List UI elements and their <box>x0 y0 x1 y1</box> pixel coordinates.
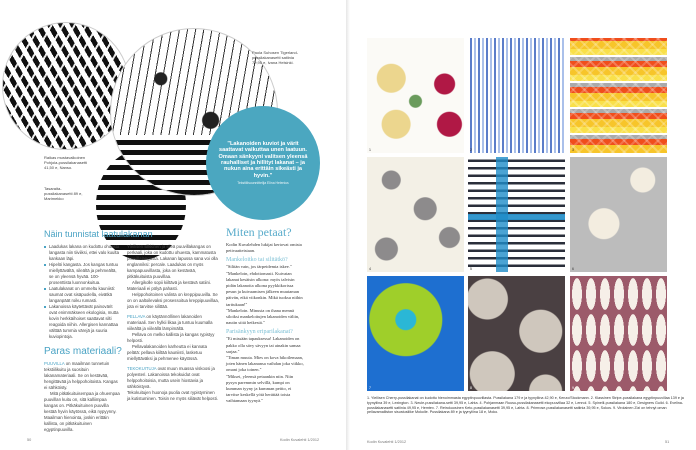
zigzag-fabric-image <box>2 22 130 150</box>
material-column-2: Yleilisen silkkinen ja sileä puuvillakangas on perkaali, joka on kudottu ohuesta, kammatusta puuvillalangasta. Lakanan lapussa sana voi olla englanniksi: percale. Laadukas on myös kampapuuvillasta, joka on kestävää, pitkäkuituista puuvillaa. Allergikolle sopii kiiltävä ja kestävä satiini. Materiaali ei pölyä pahasti. Helppohoitoinen valinta on kreppipuuvilla. Se on on aaltoilevaksi prosessoitua kreppipuuvillaa, jota ei tarvitse silittää. PELLAVA on käytännöllinen lakanoiden materiaali. Sen hylkii likaa ja tuntuu kuumalla viileältä ja viileällä lämpimältä. Pellava on melko kallista ja kangas rypistyy helposti. Pellavalakanoiden karheutta ei kannata pelätä: pellava kiiltää kauniisti, lasketuu miellyttäväksi ja pehmenee käytössä. TEKOKUITUJA ovat muun muassa viskoosi ja polyesteri. Lakanoissa tekokuidut ovat helppohoitoisia, mutta usein hiostavia ja sähköistyvä. Tekokuitujen huonoja puolia ovat rypistyminen ja kutistuminen. Toisin ne myös siliävät helposti. <box>127 244 219 401</box>
caption-tiger: Paola Suhosen Tigerland-pussilakanasetti satiinia 79,95 e, Ivana Helsinki. <box>252 50 299 66</box>
fabric-tile-2: 2 <box>468 38 565 153</box>
left-page <box>0 0 346 450</box>
fabric-tile-1: 1 <box>367 38 464 153</box>
caption-zigzag: Raikas mustavalkoinen Pohjola-pussilakanasetti 41,50 e, Nanso. <box>44 155 88 171</box>
quality-list <box>44 244 121 340</box>
magazine-name: Kodin Kuvalehti 1/2012 <box>280 438 320 442</box>
fabric-tile-5: 5 <box>468 157 565 272</box>
fabric-tile-6: 6 <box>570 157 667 272</box>
material-text: PUUVILLA on maailman tunnetuin tekstiilikuitu ja suosituin lakanamateriaali. Se on kestävää, hengittävää ja helppohoitoista. Kangas ei sähköisty. Mitä pitkäkuituisempaa ja ohuempaa puuvillan kuitu on, sitä kalliimpaa kangas on. Pitkäkuituinen puuvilla kestää hyvin käytössä, eikä nypyynny. Maailman hienointa, joskin erittäin kallista, on pitkäkuituinen egyptinpuuvilla. <box>44 361 120 432</box>
page-number: 51 <box>665 440 670 444</box>
heading-quality: Näin tunnistat laatulakanan <box>44 229 153 239</box>
list-item: Laadukas lakana on kudottu ohuesta langasta niin tiiviiksi, ettei valo kuulta kankaan läpi. <box>44 244 121 262</box>
caption-stripe: Tasaraita-pussilakanasetti 89 e, Marimekko <box>44 186 83 202</box>
fabric-tile-3: 3 <box>570 38 667 153</box>
quote-source: Tekstiilisuunnittelija Elina Helenius <box>237 181 289 186</box>
list-item: Lakanoissa käytettävät painovärit ovat enimmäkseen ekologisia, mutta kovin herkkäihoiset saattavat silti reagoida niihin. Allergisen kannattaa välttää tummia värejä ja suuria kuviopintoja. <box>44 304 121 340</box>
fabric-caption: 1. Ylellisen Cherry-pussilakanat on kudottu hienoimmasta egyptinpuuvillasta. Pussilakana 179 e ja tyynyliina 42,90 e, Kenzo/Stockmann. 2. Klassinen Stripe-pussilakana egyptinpuuvillaa 139 e ja tyynyliina 39 e, Lexington. 3. Neule-pussilakana-setti 39,95 e, Lahta. 4. Pohjanmaan Ruusu-pussilakanasetti ekopuuvillaa 32 e, Lennol. 5. Spinelli-pussilakana 180 e, Designers Guild. 6. Evelina-pussilakanasetti satiinia 49,95 e, Hemtex. 7. Retrokuosinen Keto-pussilakanasetti 39,95 e, Lahta. 8. Primrose-pussilakanasetti satiinia 39,95 e, Sokos. 9. Virolainen Zizi on tehnyt oman pellavamalliston sisustusliike Mokolle. Pussilakana 89 e ja tyynyliina 18 e, Moko. <box>367 396 684 415</box>
list-item: Laatulakanat on ommeltu kauniisti: saumat ovat sisäpuolella, eivätkä langanpäät roiku rumasti. <box>44 286 121 304</box>
bedding-text: Kodin Kuvalehden lukijat kertovat omista petivaatteistaan. Mankeloitko tai silitätkö? "Silitän vain, jos tärpeidemia iskee." "Mankeloin, ehdottomasti. Kuivatan lakanat kesäisin ulkona: myös talvisin pidän lakanoita ulkona pyykkikorissa pesun ja kuivaamisen jälkeen muutaman päivän, eikä viikonkin. Mikä tuoksu niihin tarttukaan!" "Mankeloin. Minusta on ihana mennä siloiksi mankeloitujen lakanoiden väliin, nautin siitä hetkestä." Parisänkyyn eriparilakanat? "Ei missään tapauksessa! Lakanoiden on pakko olla sävy sävyyn tai ainakin samaa sarjaa." "Timan muuta. Mies on kova hikoilemaan, joten hänen lakanansa vaihdan joka viikko, omani joka toinen." "Miksei, yleensä petaankin niin. Niin pysyn paremmin selvillä, kumpi on kumman tyyny ja kumman peitto, ei tarvitse keskellä yötä herättää toista vaihtamaan tyynyä." <box>226 242 304 404</box>
list-item: Hipelöi kangasta. Jos kangas tuntuu miellyttävältä, sileältä ja pehmeältä, se on yleensä hyvää. 100-prosenttista luonnonkuitua. <box>44 262 121 286</box>
magazine-name: Kodin Kuvalehti 1/2012 <box>367 440 407 444</box>
fabric-tile-8: 8 <box>468 276 565 391</box>
heading-bedding: Miten petaat? <box>226 225 292 239</box>
fabric-tile-9: 9 <box>570 276 667 391</box>
fabric-tile-4: 4 <box>367 157 464 272</box>
page-number: 50 <box>27 438 32 442</box>
heading-material: Paras materiaali? <box>44 346 122 357</box>
right-page <box>350 0 696 450</box>
fabric-tile-7: 7 <box>367 276 464 391</box>
pull-quote <box>206 106 320 220</box>
quote-text: "Lakanoiden kuviot ja värit saattavat vaikuttaa unen laatuun. Omaan sänkyyni valitsen yleensä rauhalliset ja hillityt lakanat – ja nukun aina erittäin sikeästi ja hyvin." <box>218 140 308 179</box>
